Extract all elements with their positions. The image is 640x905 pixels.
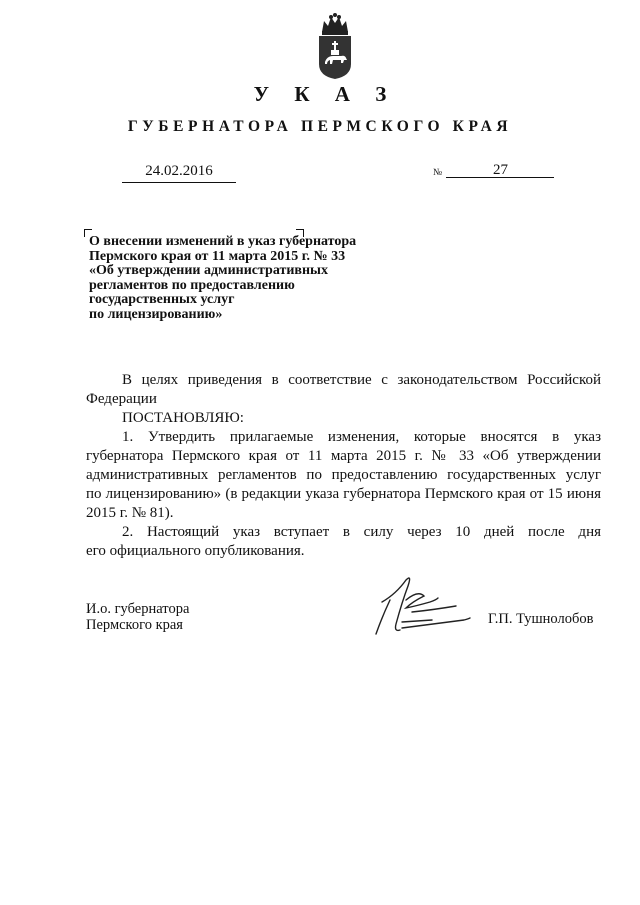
signature-icon	[372, 572, 482, 638]
preamble-line: В целях приведения в соответствие с законодательством Российской	[122, 372, 601, 388]
signer-role-line: Пермского края	[86, 617, 183, 633]
signer-role	[86, 601, 189, 633]
document-title	[89, 235, 399, 323]
document-date: 24.02.2016	[122, 162, 236, 183]
item1-line: 1. Утвердить прилагаемые изменения, которые вносятся в указ	[122, 429, 601, 445]
title-line: регламентов по предоставлению	[89, 277, 295, 293]
document-type: У К А З	[253, 82, 397, 106]
title-line: по лицензированию»	[89, 306, 223, 322]
title-line: О внесении изменений в указ губернатора	[89, 234, 357, 249]
title-line: государственных услуг	[89, 292, 235, 308]
coat-of-arms-icon	[315, 12, 355, 80]
document-body	[86, 371, 601, 561]
signer-name: Г.П. Тушнолобов	[488, 611, 594, 627]
document-number: 27	[446, 162, 554, 178]
signer-role-line: И.о. губернатора	[86, 601, 190, 617]
item1-line: 2015 г. № 81).	[86, 505, 174, 521]
decree-word: ПОСТАНОВЛЯЮ:	[122, 410, 244, 426]
item1-line: административных регламентов по предоставлению государственных услуг	[86, 467, 601, 483]
number-label: №	[433, 168, 443, 178]
title-line: Пермского края от 11 марта 2015 г. № 33	[89, 248, 346, 264]
item2-line: его официального опубликования.	[86, 543, 305, 559]
item2-line: 2. Настоящий указ вступает в силу через 10 дней после дня	[122, 524, 601, 540]
item1-line: по лицензированию» (в редакции указа губернатора Пермского края от 15 июня	[86, 486, 601, 502]
issuer-title: ГУБЕРНАТОРА ПЕРМСКОГО КРАЯ	[127, 118, 513, 135]
item1-line: губернатора Пермского края от 11 марта 2015 г. № 33 «Об утверждении	[86, 448, 601, 464]
title-line: «Об утверждении административных	[89, 263, 328, 279]
preamble-line: Федерации	[86, 391, 157, 407]
